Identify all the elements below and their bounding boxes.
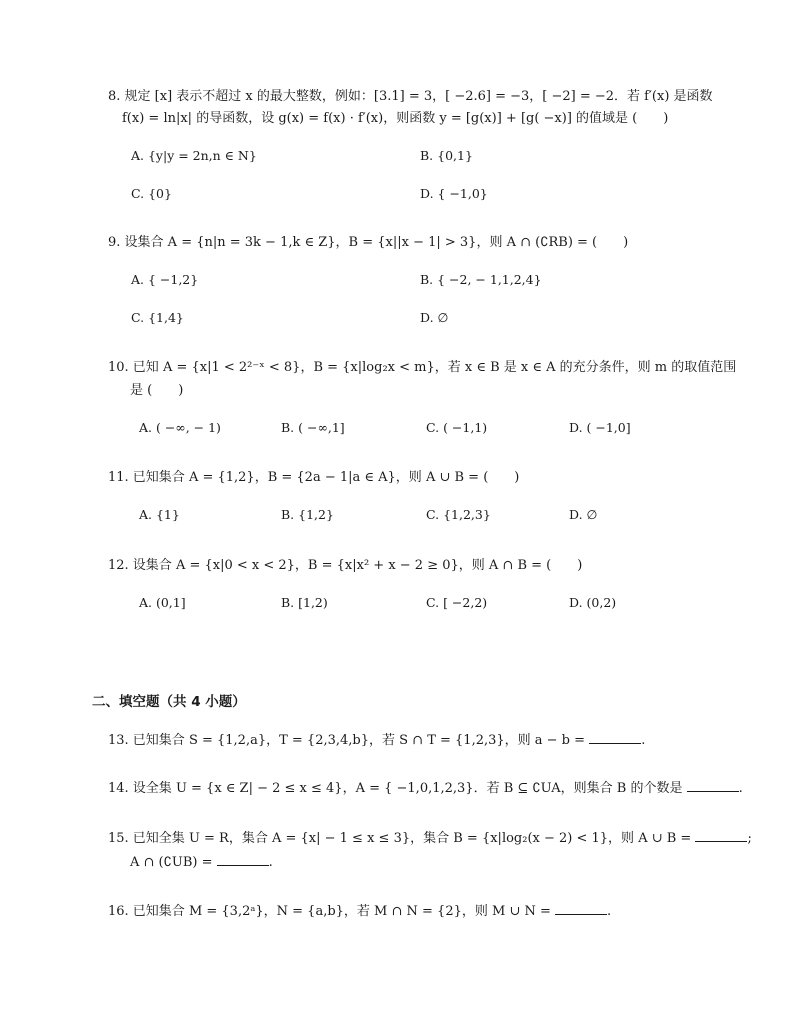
q10-stem-line1: 10. 已知 A = {x|1 < 2²⁻ˣ < 8}，B = {x|log₂x < m}，若 x ∈ B 是 x ∈ A 的充分条件，则 m 的取值范围 <box>108 360 737 375</box>
q9-option-b: B. { −2, − 1,1,2,4} <box>420 272 542 287</box>
q12-option-b: B. [1,2) <box>281 595 328 610</box>
q14-text: 14. 设全集 U = {x ∈ Z| − 2 ≤ x ≤ 4}，A = { −1,0,1,2,3}．若 B ⊆ ∁UA，则集合 B 的个数是 <box>108 781 683 796</box>
q15-text2: A ∩ (∁UB) = <box>130 855 213 870</box>
q16 <box>108 902 611 922</box>
q16-end: . <box>607 904 612 919</box>
q9-option-a: A. { −1,2} <box>131 272 199 287</box>
q8-stem-line2: f(x) = ln|x| 的导函数，设 g(x) = f(x) · f′(x)，则函数 y = [g(x)] + [g( −x)] 的值域是 ( ) <box>122 111 669 126</box>
q9-stem: 9. 设集合 A = {n|n = 3k − 1,k ∈ Z}，B = {x||x − 1| > 3}，则 A ∩ (∁RB) = ( ) <box>108 235 629 250</box>
q8-option-b: B. {0,1} <box>420 148 473 163</box>
q14-answer-blank[interactable] <box>687 779 739 792</box>
q13-end: . <box>641 733 646 748</box>
q10-option-c: C. ( −1,1) <box>426 420 488 435</box>
q11-option-b: B. {1,2} <box>281 507 334 522</box>
q8-stem-line1: 8. 规定 [x] 表示不超过 x 的最大整数，例如：[3.1] = 3，[ −2.6] = −3，[ −2] = −2．若 f′(x) 是函数 <box>108 89 713 104</box>
q13 <box>108 731 645 751</box>
q11-stem: 11. 已知集合 A = {1,2}，B = {2a − 1|a ∈ A}，则 A ∪ B = ( ) <box>108 470 520 485</box>
q12-option-a: A. (0,1] <box>139 595 186 610</box>
section-heading-fill-in: 二、填空题（共 4 小题） <box>92 694 246 710</box>
q15-line1 <box>108 829 752 849</box>
q8-option-d: D. { −1,0} <box>420 186 488 201</box>
q16-text: 16. 已知集合 M = {3,2ᵃ}，N = {a,b}，若 M ∩ N = {2}，则 M ∪ N = <box>108 904 551 919</box>
q12-option-d: D. (0,2) <box>569 595 617 610</box>
q8-option-c: C. {0} <box>131 186 172 201</box>
q13-answer-blank[interactable] <box>589 731 641 744</box>
q9-option-d: D. ∅ <box>420 310 449 325</box>
q11-option-c: C. {1,2,3} <box>426 507 491 522</box>
q10-option-b: B. ( −∞,1] <box>281 420 345 435</box>
q8-option-a: A. {y|y = 2n,n ∈ N} <box>131 148 257 163</box>
q10-option-a: A. ( −∞, − 1) <box>139 420 221 435</box>
q13-text: 13. 已知集合 S = {1,2,a}，T = {2,3,4,b}，若 S ∩ T = {1,2,3}，则 a − b = <box>108 733 586 748</box>
q15-answer-blank-2[interactable] <box>217 853 269 866</box>
q14-end: . <box>738 781 743 796</box>
q14 <box>108 779 743 799</box>
q12-stem: 12. 设集合 A = {x|0 < x < 2}，B = {x|x² + x − 2 ≥ 0}，则 A ∩ B = ( ) <box>108 558 583 573</box>
q15-text1: 15. 已知全集 U = R，集合 A = {x| − 1 ≤ x ≤ 3}，集合 B = {x|log₂(x − 2) < 1}，则 A ∪ B = <box>108 831 692 846</box>
q15-answer-blank-1[interactable] <box>695 829 747 842</box>
q10-stem-line2: 是 ( ) <box>130 383 184 398</box>
q9-option-c: C. {1,4} <box>131 310 184 325</box>
q15-end1: ; <box>747 831 752 846</box>
q10-option-d: D. ( −1,0] <box>569 420 631 435</box>
q15-end2: . <box>268 855 273 870</box>
q12-option-c: C. [ −2,2) <box>426 595 488 610</box>
q11-option-a: A. {1} <box>139 507 180 522</box>
q15-line2 <box>130 853 273 873</box>
q11-option-d: D. ∅ <box>569 507 598 522</box>
q16-answer-blank[interactable] <box>555 902 607 915</box>
